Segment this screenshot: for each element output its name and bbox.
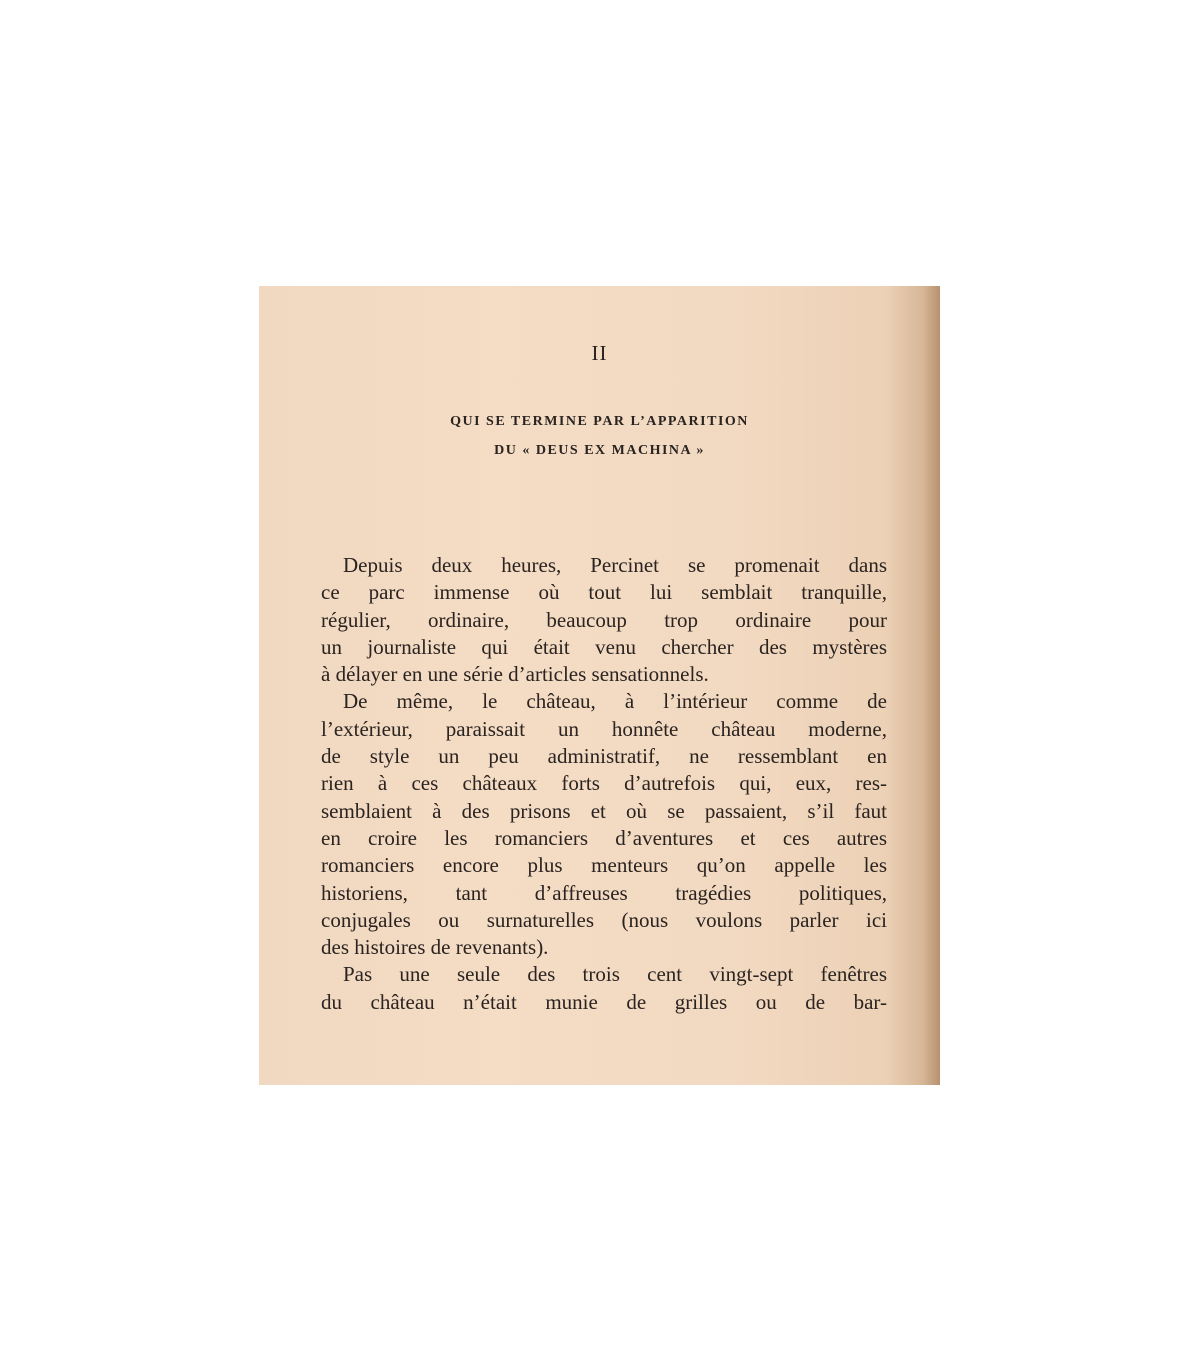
text-line: du château n’était munie de grilles ou de bar- [321,989,887,1014]
chapter-number: II [591,341,608,365]
text-line: De même, le château, à l’intérieur comme de [343,689,887,714]
chapter-title-line-1: QUI SE TERMINE PAR L’APPARITION [450,414,749,429]
text-line: romanciers encore plus menteurs qu’on appelle les [321,853,887,878]
text-line: un journaliste qui était venu chercher des mystères [321,634,887,659]
text-line: conjugales ou surnaturelles (nous voulons parler ici [321,907,887,932]
chapter-title-line-2: DU « DEUS EX MACHINA » [494,443,705,458]
text-line: des histoires de revenants). [321,935,549,960]
text-line: régulier, ordinaire, beaucoup trop ordinaire pour [321,607,887,632]
text-line: à délayer en une série d’articles sensationnels. [321,662,709,687]
text-line: l’extérieur, paraissait un honnête château moderne, [321,716,887,741]
text-line: historiens, tant d’affreuses tragédies politiques, [321,880,887,905]
text-line: en croire les romanciers d’aventures et ces autres [321,825,887,850]
text-line: Depuis deux heures, Percinet se promenait dans [343,553,887,577]
text-line: de style un peu administratif, ne ressemblant en [321,744,887,769]
body-text [321,552,887,1016]
text-line: semblaient à des prisons et où se passaient, s’il faut [321,798,887,823]
book-page [259,286,940,1085]
text-line: rien à ces châteaux forts d’autrefois qui, eux, res- [321,771,887,796]
text-line: ce parc immense où tout lui semblait tranquille, [321,580,887,605]
text-line: Pas une seule des trois cent vingt-sept fenêtres [343,962,887,987]
